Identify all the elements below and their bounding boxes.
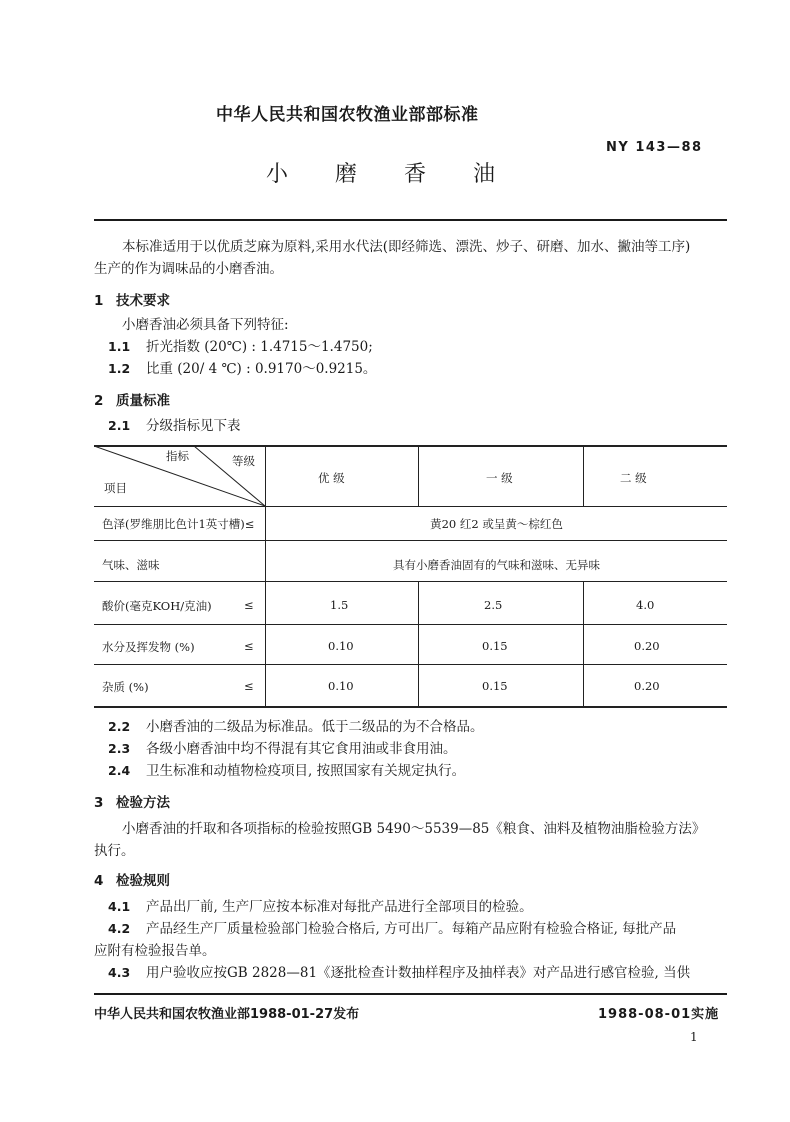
issue-date: 中华人民共和国农牧渔业部1988-01-27发布 <box>94 1007 360 1022</box>
item-2-2-number: 2.2 <box>108 719 131 734</box>
table-column-divider <box>583 445 584 507</box>
moisture-premium-value: 0.10 <box>328 639 354 653</box>
item-4-2-text: 产品经生产厂质量检验部门检验合格后, 方可出厂。每箱产品应附有检验合格证, 每批产品 <box>146 921 677 937</box>
item-1-2-text: 比重 (20/ 4 ℃) : 0.9170～0.9215。 <box>146 361 377 377</box>
section-3-line-1: 小磨香油的扦取和各项指标的检验按照GB 5490～5539—85《粮食、油料及植物油脂检验方法》 <box>122 821 706 837</box>
item-1-2-number: 1.2 <box>108 361 131 376</box>
table-row-border <box>94 624 727 625</box>
table-column-divider <box>418 581 419 707</box>
header-divider <box>94 219 727 221</box>
row-value-color: 黄20 红2 或呈黄～棕红色 <box>430 517 563 531</box>
row-value-odor: 具有小磨香油固有的气味和滋味、无异味 <box>393 558 600 572</box>
item-1-2 <box>108 358 376 380</box>
item-2-1-number: 2.1 <box>108 418 131 433</box>
section-2-title: 质量标准 <box>116 393 170 409</box>
table-bottom-border <box>94 706 727 708</box>
row-label-color: 色泽(罗维朋比色计1英寸槽)≤ <box>102 517 255 531</box>
section-4-number: 4 <box>94 873 104 889</box>
table-column-divider <box>583 581 584 707</box>
row-label-impurities: 杂质 (%) <box>102 680 149 694</box>
item-2-2 <box>108 716 484 738</box>
row-label-odor: 气味、滋味 <box>102 558 160 572</box>
intro-line-1: 本标准适用于以优质芝麻为原料,采用水代法(即经筛选、漂洗、炒子、研磨、加水、撇油等工序) <box>122 239 691 255</box>
section-2-heading <box>94 389 170 409</box>
item-2-4-number: 2.4 <box>108 763 131 778</box>
item-1-1-text: 折光指数 (20℃) : 1.4715～1.4750; <box>146 339 373 355</box>
issuing-authority-title: 中华人民共和国农牧渔业部部标准 <box>216 105 479 125</box>
item-4-1-text: 产品出厂前, 生产厂应按本标准对每批产品进行全部项目的检验。 <box>146 899 533 915</box>
section-1-lead: 小磨香油必须具备下列特征: <box>122 317 289 333</box>
item-2-3 <box>108 738 457 760</box>
section-1-title: 技术要求 <box>116 293 170 309</box>
row-label-moisture: 水分及挥发物 (%) <box>102 640 195 654</box>
row-operator: ≤ <box>244 639 254 653</box>
grade-header-premium: 优 级 <box>318 471 345 485</box>
section-1-heading <box>94 289 170 309</box>
row-label-acid-value: 酸价(毫克KOH/克油) <box>102 599 212 613</box>
effective-date: 1988-08-01实施 <box>598 1007 720 1022</box>
impurities-first-value: 0.15 <box>482 679 508 693</box>
item-2-3-number: 2.3 <box>108 741 131 756</box>
acid-first-value: 2.5 <box>484 598 503 612</box>
section-3-line-2: 执行。 <box>94 843 135 859</box>
row-operator: ≤ <box>244 679 254 693</box>
item-1-1 <box>108 336 373 358</box>
item-2-4-text: 卫生标准和动植物检疫项目, 按照国家有关规定执行。 <box>146 763 466 779</box>
footer-divider <box>94 993 727 995</box>
row-operator: ≤ <box>244 598 254 612</box>
impurities-premium-value: 0.10 <box>328 679 354 693</box>
item-4-3-text: 用户验收应按GB 2828—81《逐批检查计数抽样程序及抽样表》对产品进行感官检验, 当供 <box>146 965 691 981</box>
table-row-border <box>94 540 727 541</box>
item-2-2-text: 小磨香油的二级品为标准品。低于二级品的为不合格品。 <box>146 719 484 735</box>
section-4-title: 检验规则 <box>116 873 170 889</box>
table-row-border <box>94 664 727 665</box>
item-2-4 <box>108 760 465 782</box>
item-4-1 <box>108 896 533 918</box>
moisture-first-value: 0.15 <box>482 639 508 653</box>
item-1-1-number: 1.1 <box>108 339 131 354</box>
section-3-heading <box>94 791 170 811</box>
corner-label-grade: 等级 <box>232 454 255 468</box>
section-3-number: 3 <box>94 795 104 811</box>
item-4-2-continuation: 应附有检验报告单。 <box>94 943 216 959</box>
section-1-number: 1 <box>94 293 104 309</box>
acid-premium-value: 1.5 <box>330 598 349 612</box>
moisture-second-value: 0.20 <box>634 639 660 653</box>
impurities-second-value: 0.20 <box>634 679 660 693</box>
item-4-3-number: 4.3 <box>108 965 131 980</box>
table-column-divider <box>418 445 419 507</box>
table-row-border <box>94 581 727 582</box>
item-4-2 <box>108 918 676 940</box>
grade-header-first: 一 级 <box>486 471 513 485</box>
section-4-heading <box>94 869 170 889</box>
corner-label-indicator: 指标 <box>166 449 189 463</box>
corner-label-item: 项目 <box>104 481 127 495</box>
acid-second-value: 4.0 <box>636 598 655 612</box>
document-title: 小 磨 香 油 <box>266 162 515 187</box>
standard-code: NY 143—88 <box>606 140 703 155</box>
item-4-3 <box>108 962 690 984</box>
page-number: 1 <box>690 1030 698 1044</box>
section-2-number: 2 <box>94 393 104 409</box>
item-2-3-text: 各级小磨香油中均不得混有其它食用油或非食用油。 <box>146 741 457 757</box>
section-3-title: 检验方法 <box>116 795 170 811</box>
grade-header-second: 二 级 <box>620 471 647 485</box>
intro-line-2: 生产的作为调味品的小磨香油。 <box>94 261 283 277</box>
item-4-1-number: 4.1 <box>108 899 131 914</box>
item-4-2-number: 4.2 <box>108 921 131 936</box>
item-2-1 <box>108 415 241 437</box>
item-2-1-text: 分级指标见下表 <box>146 418 241 434</box>
